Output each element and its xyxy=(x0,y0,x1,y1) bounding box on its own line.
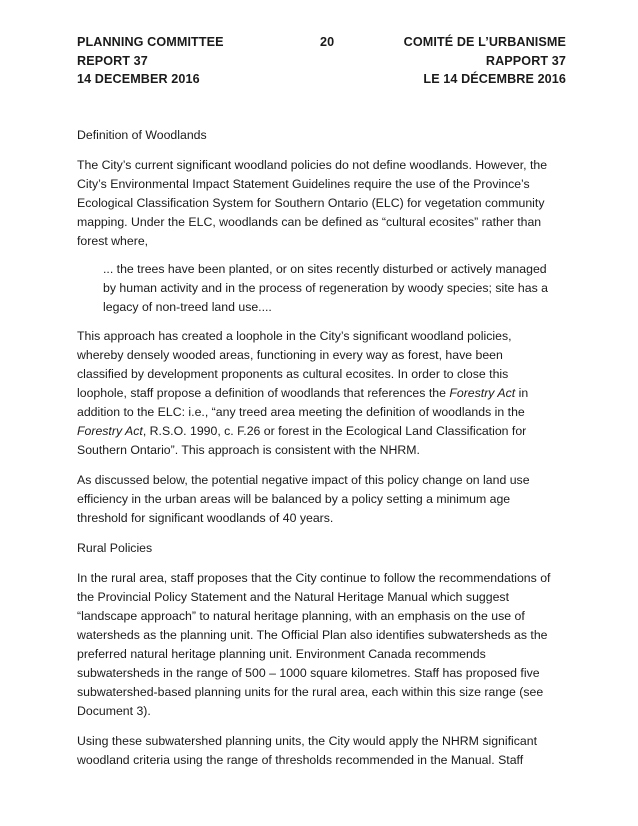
paragraph-loophole xyxy=(77,327,569,460)
text-run: in xyxy=(515,386,529,401)
forestry-act-title: Forestry Act xyxy=(77,424,143,439)
text-line: As discussed below, the potential negative impact of this policy change on land use xyxy=(77,473,530,488)
text-line: Using these subwatershed planning units, the City would apply the NHRM significant xyxy=(77,733,538,748)
document-body xyxy=(77,126,569,780)
paragraph-age-threshold xyxy=(77,471,569,528)
text-run: loophole, staff propose a definition of woodlands that references the xyxy=(77,386,450,401)
text-line: the Provincial Policy Statement and the Natural Heritage Manual which suggest xyxy=(77,589,509,604)
forestry-act-title: Forestry Act xyxy=(449,386,516,401)
header-row-1 xyxy=(77,33,566,52)
text-line xyxy=(77,384,569,403)
block-quote-elc xyxy=(103,260,565,317)
text-line: This approach has created a loophole in the City’s significant woodland policies, xyxy=(77,329,512,344)
paragraph-subwatershed-units xyxy=(77,732,569,770)
text-line: subwatersheds in the range of 500 – 1000 square kilometres. Staff has proposed five xyxy=(77,665,540,680)
text-line: forest where, xyxy=(77,233,149,248)
text-line: classified by development proponents as cultural ecosites. In order to close this xyxy=(77,367,509,382)
text-run: , R.S.O. 1990, c. F.26 or forest in the Ecological Land Classification for xyxy=(142,424,527,439)
text-line: In the rural area, staff proposes that the City continue to follow the recommendations of xyxy=(77,570,551,585)
text-line: The City’s current significant woodland policies do not define woodlands. However, the xyxy=(77,157,548,172)
section-heading-woodlands: Definition of Woodlands xyxy=(77,128,207,142)
quote-line: ... the trees have been planted, or on sites recently disturbed or actively managed xyxy=(103,261,547,276)
text-line: preferred natural heritage planning unit. Environment Canada recommends xyxy=(77,646,486,661)
text-line xyxy=(77,422,569,441)
text-line: woodland criteria using the range of thresholds recommended in the Manual. Staff xyxy=(77,752,524,767)
header-report-fr: RAPPORT 37 xyxy=(485,53,566,68)
text-line: addition to the ELC: i.e., “any treed area meeting the definition of woodlands in the xyxy=(77,405,525,420)
text-line: watersheds as the planning unit. The Official Plan also identifies subwatersheds as the xyxy=(77,627,548,642)
page-number: 20 xyxy=(320,35,335,49)
header-committee-en: PLANNING COMMITTEE xyxy=(77,35,224,49)
quote-line: by human activity and in the process of regeneration by woody species; site has a xyxy=(103,280,548,295)
text-line: “landscape approach” to natural heritage planning, with an emphasis on the use of xyxy=(77,608,525,623)
text-line: efficiency in the urban areas will be balanced by a policy setting a minimum age xyxy=(77,492,511,507)
text-line: whereby densely wooded areas, functioning in every way as forest, have been xyxy=(77,348,503,363)
header-row-2 xyxy=(77,52,566,71)
header-committee-fr: COMITÉ DE L’URBANISME xyxy=(403,35,566,49)
section-heading-rural: Rural Policies xyxy=(77,540,153,555)
quote-line: legacy of non-treed land use.... xyxy=(103,299,272,314)
page-header xyxy=(77,33,566,89)
header-report-en: REPORT 37 xyxy=(77,53,148,68)
paragraph-rural-area xyxy=(77,569,569,721)
text-line: subwatershed-based planning units for the rural area, each within this size range (see xyxy=(77,684,544,699)
text-line: Ecological Classification System for Southern Ontario (ELC) for vegetation community xyxy=(77,195,545,210)
text-line: mapping. Under the ELC, woodlands can be defined as “cultural ecosites” rather than xyxy=(77,214,542,229)
header-date-fr: LE 14 DÉCEMBRE 2016 xyxy=(423,72,566,87)
header-date-en: 14 DECEMBER 2016 xyxy=(77,72,200,87)
paragraph-woodland-policies xyxy=(77,156,569,251)
text-line: threshold for significant woodlands of 40 years. xyxy=(77,511,334,526)
text-line: City’s Environmental Impact Statement Guidelines require the use of the Province’s xyxy=(77,176,530,191)
text-line: Southern Ontario”. This approach is consistent with the NHRM. xyxy=(77,443,420,458)
header-row-3 xyxy=(77,70,566,89)
text-line: Document 3). xyxy=(77,703,151,718)
